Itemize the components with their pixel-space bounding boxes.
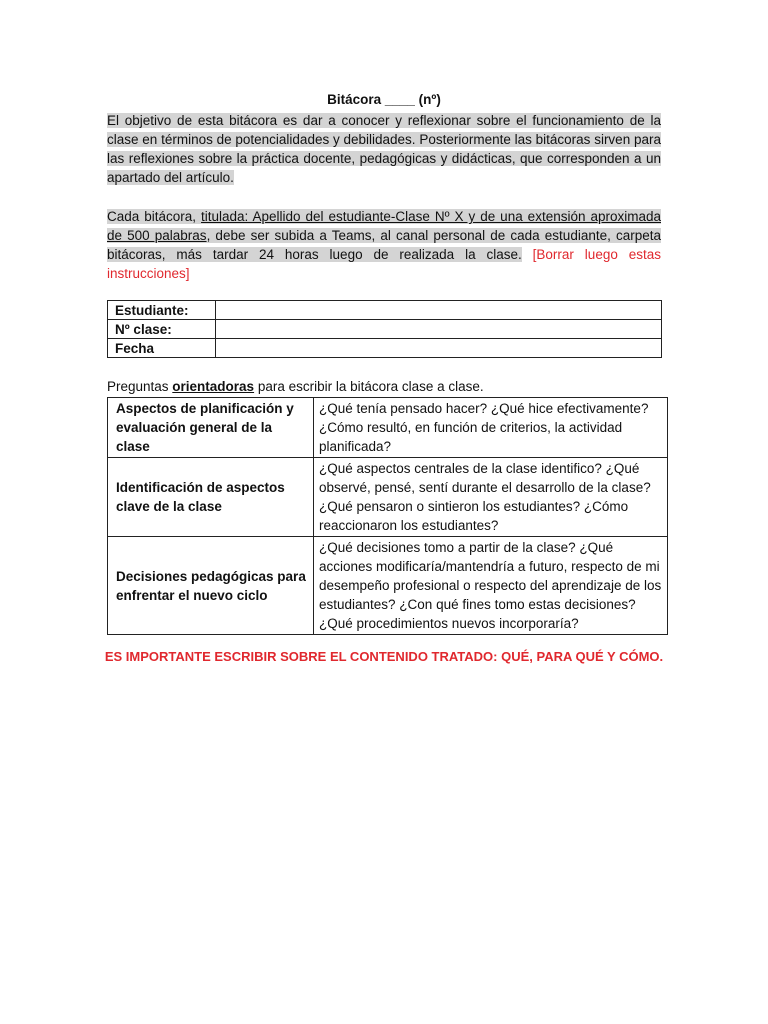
table-row — [108, 458, 668, 537]
questions-cell: ¿Qué aspectos centrales de la clase identifico? ¿Qué observé, pensé, sentí durante el desarrollo de la clase? ¿Qué pensaron o sintieron los estudiantes? ¿Cómo reaccionaron los estudiantes? — [314, 458, 668, 537]
titled-format-text: titulada: Apellido del estudiante-Clase Nº X y de una extensión aproximada de 500 palabras — [107, 209, 661, 243]
instructions-lead: Cada bitácora, — [107, 209, 202, 224]
table-row — [108, 398, 668, 458]
aspect-cell: Aspectos de planificación y evaluación general de la clase — [108, 398, 314, 458]
student-info-table — [107, 300, 662, 358]
table-row — [108, 537, 668, 635]
guiding-questions-table — [107, 397, 668, 635]
aspect-cell: Decisiones pedagógicas para enfrentar el nuevo ciclo — [108, 537, 314, 635]
delete-instructions-note: [Borrar luego estas instrucciones] — [107, 247, 662, 281]
page-title: Bitácora ____ (nº) — [327, 92, 441, 107]
questions-intro-after: para escribir la bitácora clase a clase. — [254, 379, 484, 394]
important-note: ES IMPORTANTE ESCRIBIR SOBRE EL CONTENIDO TRATADO: QUÉ, PARA QUÉ Y CÓMO. — [104, 649, 664, 664]
questions-cell: ¿Qué tenía pensado hacer? ¿Qué hice efectivamente? ¿Cómo resultó, en función de criterios, la actividad planificada? — [314, 398, 668, 458]
table-row — [108, 301, 662, 320]
class-number-label: Nº clase: — [108, 320, 216, 339]
instructions-paragraph — [107, 207, 661, 283]
questions-cell: ¿Qué decisiones tomo a partir de la clase? ¿Qué acciones modificaría/mantendría a futuro, respecto de mi desempeño profesional o respecto del aprendizaje de los estudiantes? ¿Con qué fines tomo estas decisiones? ¿Qué procedimientos nuevos incorporaría? — [314, 537, 668, 635]
table-row — [108, 320, 662, 339]
student-field[interactable] — [216, 301, 662, 320]
aspect-cell: Identificación de aspectos clave de la clase — [108, 458, 314, 537]
date-label: Fecha — [108, 339, 216, 358]
date-field[interactable] — [216, 339, 662, 358]
questions-intro — [107, 379, 484, 394]
instructions-rest: , debe ser subida a Teams, al canal personal de cada estudiante, carpeta bitácoras, más tardar 24 horas luego de realizada la clase. — [107, 228, 661, 262]
questions-intro-before: Preguntas — [107, 379, 173, 394]
table-row — [108, 339, 662, 358]
intro-paragraph — [107, 111, 661, 187]
class-number-field[interactable] — [216, 320, 662, 339]
intro-text: El objetivo de esta bitácora es dar a conocer y reflexionar sobre el funcionamiento de la clase en términos de potencialidades y debilidades. Posteriormente las bitácoras sirven para las reflexiones sobre la práctica docente, pedagógicas y didácticas, que corresponden a un apartado del artículo. — [107, 113, 661, 185]
student-label: Estudiante: — [108, 301, 216, 320]
questions-intro-underlined: orientadoras — [172, 379, 255, 394]
